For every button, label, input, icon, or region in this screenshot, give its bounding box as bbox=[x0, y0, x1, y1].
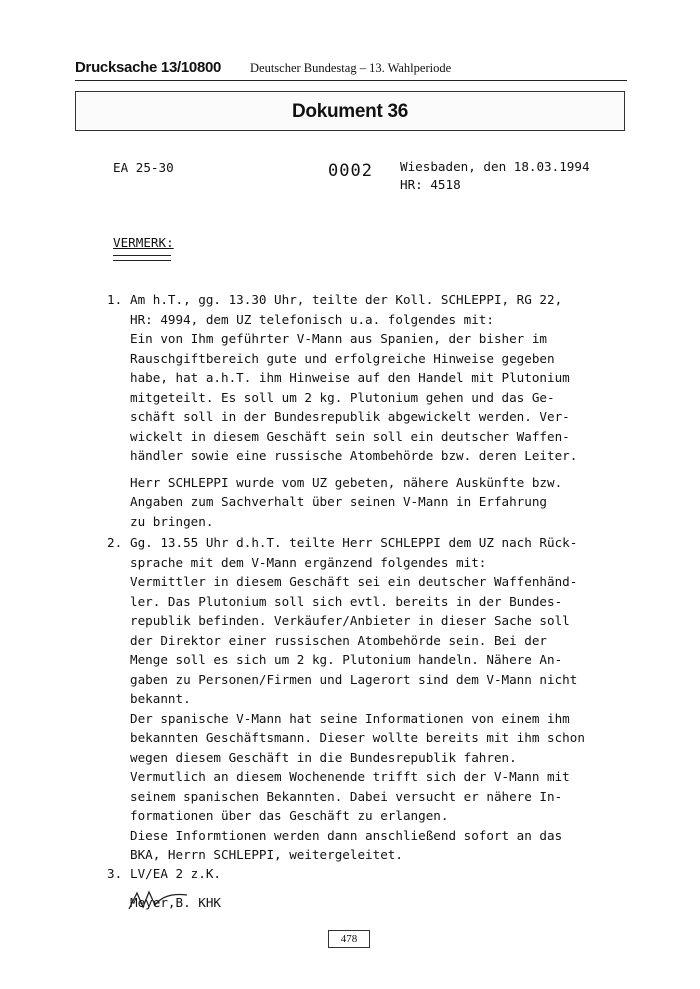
text-line: Rauschgiftbereich gute und erfolgreiche Hinweise gegeben bbox=[130, 350, 555, 366]
text-line: Am h.T., gg. 13.30 Uhr, teilte der Koll. SCHLEPPI, RG 22, bbox=[130, 292, 563, 307]
text-line: Menge soll es sich um 2 kg. Plutonium handeln. Nähere An- bbox=[130, 652, 563, 667]
text-line: der Direktor einer russischen Atombehörde sein. Bei der bbox=[130, 632, 548, 648]
item-number: 3. bbox=[107, 866, 123, 881]
text-line: HR: 4994, dem UZ telefonisch u.a. folgendes mit: bbox=[130, 311, 494, 327]
text-line: Herr SCHLEPPI wurde vom UZ gebeten, nähere Auskünfte bzw. bbox=[130, 474, 563, 490]
text-line: BKA, Herrn SCHLEPPI, weitergeleitet. bbox=[130, 847, 403, 862]
document-title: Dokument 36 bbox=[291, 101, 408, 122]
text-line: LV/EA 2 z.K. bbox=[130, 866, 221, 881]
document-serial: 0002 bbox=[328, 161, 373, 181]
text-line: Der spanische V-Mann hat seine Informationen von einem ihm bbox=[130, 710, 570, 726]
item-text bbox=[130, 290, 577, 531]
ea-reference: EA 25-30 bbox=[113, 160, 174, 175]
header-rule bbox=[75, 80, 627, 81]
text-line: seinem spanischen Bekannten. Dabei versucht er nähere In- bbox=[130, 788, 563, 804]
text-line: zu bringen. bbox=[130, 513, 214, 529]
hr-number: HR: 4518 bbox=[400, 177, 461, 192]
double-underline bbox=[113, 255, 171, 261]
text-line: mitgeteilt. Es soll um 2 kg. Plutonium gehen und das Ge- bbox=[130, 389, 555, 405]
text-line: habe, hat a.h.T. ihm Hinweise auf den Handel mit Plutonium bbox=[130, 370, 570, 385]
signatory-rank: KHK bbox=[198, 895, 222, 910]
text-line: Vermutlich an diesem Wochenende trifft sich der V-Mann mit bbox=[130, 769, 570, 784]
text-line: republik befinden. Verkäufer/Anbieter in dieser Sache soll bbox=[130, 613, 570, 628]
text-line: Gg. 13.55 Uhr d.h.T. teilte Herr SCHLEPPI dem UZ nach Rück- bbox=[130, 535, 578, 550]
text-line: Angaben zum Sachverhalt über seinen V-Mann in Erfahrung bbox=[130, 494, 548, 509]
text-line: Vermittler in diesem Geschäft sei ein deutscher Waffenhänd- bbox=[130, 574, 578, 589]
text-line: schäft soll in der Bundesrepublik abgewickelt werden. Ver- bbox=[130, 409, 570, 424]
item-text bbox=[130, 533, 585, 865]
document-number: Drucksache 13/10800 bbox=[75, 59, 222, 76]
page-number: 478 bbox=[328, 930, 370, 948]
text-line: gaben zu Personen/Firmen und Lagerort sind dem V-Mann nicht bbox=[130, 671, 578, 687]
text-line: wegen diesem Geschäft in die Bundesrepublik fahren. bbox=[130, 749, 517, 765]
place-date: Wiesbaden, den 18.03.1994 bbox=[400, 159, 590, 174]
parliament-label: Deutscher Bundestag – 13. Wahlperiode bbox=[250, 61, 452, 75]
item-text bbox=[130, 864, 221, 884]
text-line: Diese Informtionen werden dann anschließend sofort an das bbox=[130, 827, 563, 843]
text-line: bekannten Geschäftsmann. Dieser wollte bereits mit ihm schon bbox=[130, 730, 585, 745]
text-line: Ein von Ihm geführter V-Mann aus Spanien, der bisher im bbox=[130, 331, 548, 346]
text-line: händler sowie eine russische Atombehörde bzw. deren Leiter. bbox=[130, 448, 578, 463]
item-number: 2. bbox=[107, 535, 123, 550]
item-number: 1. bbox=[107, 292, 123, 307]
text-line: ler. Das Plutonium soll sich evtl. bereits in der Bundes- bbox=[130, 593, 563, 609]
vermerk-heading: VERMERK: bbox=[113, 235, 174, 250]
text-line: wickelt in diesem Geschäft sein soll ein deutscher Waffen- bbox=[130, 428, 570, 444]
signature-block bbox=[130, 895, 221, 910]
running-header bbox=[75, 59, 627, 79]
text-line: bekannt. bbox=[130, 691, 191, 706]
text-line: formationen über das Geschäft zu erlangen. bbox=[130, 808, 449, 823]
title-box bbox=[75, 91, 625, 131]
signatory-name: Meyer,B. bbox=[130, 895, 191, 910]
text-line: sprache mit dem V-Mann ergänzend folgendes mit: bbox=[130, 554, 487, 570]
